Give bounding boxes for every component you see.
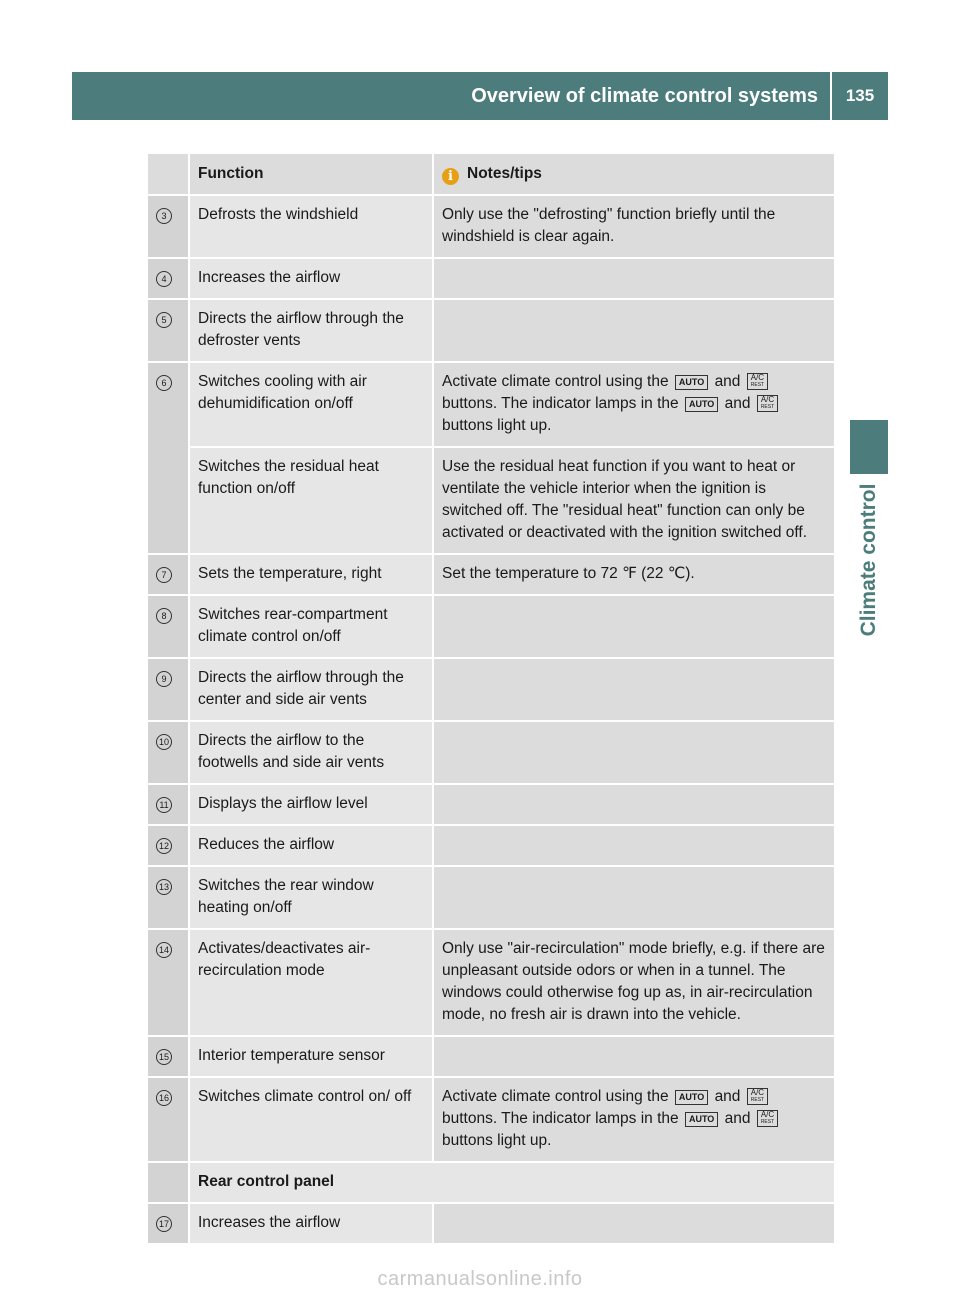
notes-cell: Only use the "defrosting" function briefly until the windshield is clear again. — [434, 196, 834, 259]
notes-text: buttons. The indicator lamps in the — [442, 1110, 679, 1127]
notes-text: buttons light up. — [442, 1132, 552, 1149]
section-tab — [850, 420, 888, 474]
num-cell — [148, 659, 190, 722]
num-cell — [148, 722, 190, 785]
num-cell — [148, 1204, 190, 1245]
table-row — [148, 448, 834, 555]
notes-cell — [434, 1078, 834, 1163]
rest-label: REST — [760, 404, 775, 410]
notes-text: and — [714, 1088, 741, 1105]
function-cell: Switches the residual heat function on/off — [190, 448, 434, 555]
notes-cell — [434, 363, 834, 448]
notes-text: Activate climate control using the — [442, 373, 669, 390]
header-function-label: Function — [198, 165, 264, 182]
notes-text: Activate climate control using the — [442, 1088, 669, 1105]
table-row — [148, 867, 834, 930]
ac-rest-button-icon — [747, 373, 768, 390]
info-icon: i — [442, 168, 459, 185]
header-num-cell — [148, 154, 190, 196]
notes-cell — [434, 659, 834, 722]
ac-rest-button-icon — [757, 1110, 778, 1127]
rest-label: REST — [750, 1097, 765, 1103]
auto-button-icon: AUTO — [675, 375, 708, 390]
ac-rest-button-icon — [757, 395, 778, 412]
auto-button-icon: AUTO — [685, 397, 718, 412]
num-cell — [148, 555, 190, 596]
num-cell — [148, 826, 190, 867]
notes-text: and — [724, 1110, 751, 1127]
section-row — [148, 1163, 834, 1204]
item-number-badge: 15 — [156, 1049, 172, 1065]
num-cell — [148, 259, 190, 300]
function-cell: Defrosts the windshield — [190, 196, 434, 259]
function-cell: Switches the rear window heating on/off — [190, 867, 434, 930]
table-body — [148, 196, 834, 1245]
table-row — [148, 555, 834, 596]
notes-cell — [434, 722, 834, 785]
item-number-badge: 14 — [156, 942, 172, 958]
notes-cell: Use the residual heat function if you want to heat or ventilate the vehicle interior when the ignition is switched off. The "residual heat" function can only be activated or deactivated with the ignition switched off. — [434, 448, 834, 555]
item-number-badge: 3 — [156, 208, 172, 224]
function-cell: Switches cooling with air dehumidification on/off — [190, 363, 434, 448]
function-cell: Interior temperature sensor — [190, 1037, 434, 1078]
notes-text: buttons. The indicator lamps in the — [442, 395, 679, 412]
table-row — [148, 196, 834, 259]
notes-cell — [434, 867, 834, 930]
table-row — [148, 300, 834, 363]
function-cell: Increases the airflow — [190, 1204, 434, 1245]
function-cell: Directs the airflow to the footwells and side air vents — [190, 722, 434, 785]
header-function — [190, 154, 434, 196]
function-cell: Directs the airflow through the defroster vents — [190, 300, 434, 363]
function-cell: Switches climate control on/ off — [190, 1078, 434, 1163]
notes-cell — [434, 259, 834, 300]
item-number-badge: 16 — [156, 1090, 172, 1106]
table-row — [148, 1037, 834, 1078]
item-number-badge: 4 — [156, 271, 172, 287]
page-header — [72, 72, 888, 120]
table-row — [148, 1204, 834, 1245]
notes-cell — [434, 300, 834, 363]
item-number-badge: 11 — [156, 797, 172, 813]
num-cell — [148, 300, 190, 363]
section-label: Climate control — [857, 483, 880, 637]
rest-label: REST — [760, 1119, 775, 1125]
ac-rest-button-icon — [747, 1088, 768, 1105]
ac-label: A/C — [760, 1110, 775, 1119]
notes-cell — [434, 1204, 834, 1245]
table-row — [148, 826, 834, 867]
item-number-badge: 12 — [156, 838, 172, 854]
notes-cell — [434, 785, 834, 826]
notes-cell — [434, 596, 834, 659]
function-cell: Switches rear-compartment climate control on/off — [190, 596, 434, 659]
notes-text: and — [724, 395, 751, 412]
num-cell — [148, 785, 190, 826]
notes-cell: Only use "air-recirculation" mode briefly, e.g. if there are unpleasant outside odors or when in a tunnel. The windows could otherwise fog up as, in air-recirculation mode, no fresh air is drawn into the vehicle. — [434, 930, 834, 1037]
table-row — [148, 1078, 834, 1163]
auto-button-icon: AUTO — [675, 1090, 708, 1105]
item-number-badge: 10 — [156, 734, 172, 750]
header-notes-label: Notes/tips — [467, 165, 542, 182]
num-cell — [148, 196, 190, 259]
num-cell — [148, 448, 190, 555]
ac-label: A/C — [760, 395, 775, 404]
table-row — [148, 363, 834, 448]
notes-cell — [434, 1037, 834, 1078]
table-row — [148, 596, 834, 659]
section-heading: Rear control panel — [190, 1163, 834, 1204]
auto-button-icon: AUTO — [685, 1112, 718, 1127]
table-row — [148, 785, 834, 826]
item-number-badge: 7 — [156, 567, 172, 583]
num-cell — [148, 930, 190, 1037]
table-row — [148, 259, 834, 300]
item-number-badge: 6 — [156, 375, 172, 391]
page-number: 135 — [845, 86, 875, 105]
num-cell — [148, 867, 190, 930]
function-cell: Increases the airflow — [190, 259, 434, 300]
item-number-badge: 13 — [156, 879, 172, 895]
notes-cell: Set the temperature to 72 ℉ (22 ℃). — [434, 555, 834, 596]
item-number-badge: 9 — [156, 671, 172, 687]
ac-label: A/C — [750, 373, 765, 382]
num-cell — [148, 1163, 190, 1204]
table-row — [148, 659, 834, 722]
function-cell: Directs the airflow through the center and side air vents — [190, 659, 434, 722]
num-cell — [148, 596, 190, 659]
num-cell — [148, 1078, 190, 1163]
item-number-badge: 5 — [156, 312, 172, 328]
item-number-badge: 17 — [156, 1216, 172, 1232]
rest-label: REST — [750, 382, 765, 388]
notes-cell — [434, 826, 834, 867]
item-number-badge: 8 — [156, 608, 172, 624]
function-cell: Activates/deactivates air-recirculation mode — [190, 930, 434, 1037]
climate-control-table — [148, 154, 834, 1245]
num-cell — [148, 363, 190, 448]
page-title: Overview of climate control systems — [471, 84, 818, 107]
function-cell: Reduces the airflow — [190, 826, 434, 867]
header-notes — [434, 154, 834, 196]
table-row — [148, 722, 834, 785]
function-cell: Sets the temperature, right — [190, 555, 434, 596]
function-cell: Displays the airflow level — [190, 785, 434, 826]
table-header-row — [148, 154, 834, 196]
notes-text: buttons light up. — [442, 417, 552, 434]
notes-text: and — [714, 373, 741, 390]
ac-label: A/C — [750, 1088, 765, 1097]
table-row — [148, 930, 834, 1037]
watermark: carmanualsonline.info — [377, 1268, 583, 1290]
num-cell — [148, 1037, 190, 1078]
